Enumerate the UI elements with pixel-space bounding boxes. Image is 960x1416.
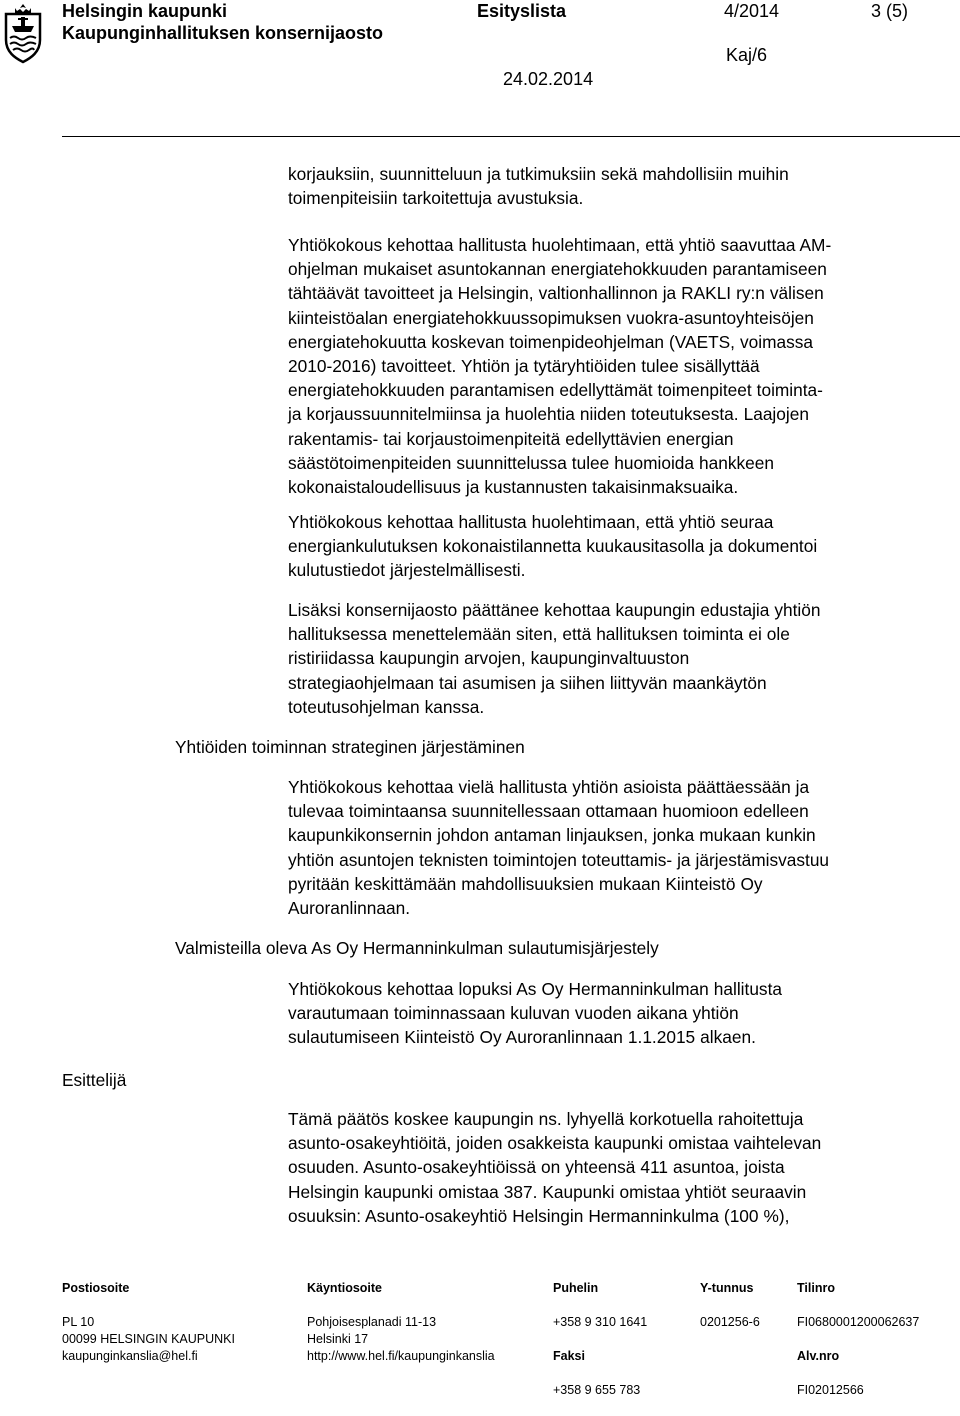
paragraph-subsidies: korjauksiin, suunnitteluun ja tutkimuksiin sekä mahdollisiin muihin toimenpiteisiin tarkoitettuja avustuksia. <box>288 164 789 209</box>
paragraph-merger: Yhtiökokous kehottaa lopuksi As Oy Hermanninkulman hallitusta varautumaan toiminnassaan kuluvan vuoden aikana yhtiön sulautumiseen Kiinteistö Oy Auroranlinnaan 1.1.2015 alkaen. <box>288 979 782 1048</box>
footer-vat-number: FI02012566 <box>797 1383 864 1397</box>
document-number: 4/2014 <box>724 1 780 21</box>
helsinki-coat-of-arms-logo <box>4 2 42 64</box>
footer-business-id <box>700 1263 760 1348</box>
footer-phone-number: +358 9 310 1641 <box>553 1315 648 1329</box>
footer-phone-heading: Puhelin <box>553 1281 599 1295</box>
footer-phone <box>553 1263 647 1416</box>
footer-business-id-value: 0201256-6 <box>700 1315 760 1329</box>
section-heading-merger: Valmisteilla oleva As Oy Hermanninkulman sulautumisjärjestely <box>175 938 659 958</box>
footer-visiting-heading: Käyntiosoite <box>307 1281 383 1295</box>
footer-account-heading: Tilinro <box>797 1281 835 1295</box>
footer-postal-text: PL 10 00099 HELSINGIN KAUPUNKI kaupunginkanslia@hel.fi <box>62 1315 235 1363</box>
paragraph-energy-efficiency: Yhtiökokous kehottaa hallitusta huolehtimaan, että yhtiö saavuttaa AM- ohjelman mukaiset asuntokannan energiatehokkuuden parantamiseen tähtäävät tavoitteet ja Helsingin, valtionhallinnon ja RAKLI ry:n välisen kiinteistöalan energiatehokkuussopimuksen vuokra-asuntoyhteisöjen energiatehokuutta koskevan toimenpideohjelman (VAETS, voimassa 2010-2016) tavoitteet. Yhtiön ja tytäryhtiöiden tulee sisällyttää energiatehokkuuden parantamisen edellyttämät toimenpiteet toiminta- ja korjaussuunnitelmiinsa ja huolehtia niiden toteutuksesta. Laajojen rakentamis- tai korjaustoimenpiteitä edellyttävien energian säästötoimenpiteiden suunnittelussa tulee huomioida hankkeen kokonaistaloudellisuus ja kustannusten takaisinmaksuaika. <box>288 235 832 498</box>
footer-fax-heading: Faksi <box>553 1349 585 1363</box>
side-label-presenter: Esittelijä <box>62 1070 127 1090</box>
paragraph-strategic-organization: Yhtiökokous kehottaa vielä hallitusta yhtiön asioista päättäessään ja tulevaa toimintaansa suunnitellessaan ottamaan huomioon edelleen kaupunkikonsernin johdon antaman linjauksen, jonka mukaan kunkin yhtiön asuntojen teknisten toimintojen toteuttamis- ja järjestämisvastuu pyritään keskittämään mahdollisuuksien mukaan Kiinteistö Oy Auroranlinnaan. <box>288 777 830 919</box>
document-date: 24.02.2014 <box>503 69 594 89</box>
paragraph-decision-scope: Tämä päätös koskee kaupungin ns. lyhyellä korkotuella rahoitettuja asunto-osakeyhtiöitä, joiden osakkeista kaupunki omistaa vaihtelevan osuuden. Asunto-osakeyhtiöissä on yhteensä 411 asuntoa, joista Helsingin kaupunki omistaa 387. Kaupunki omistaa yhtiöt seuraavin osuuksin: Asunto-osakeyhtiö Helsingin Hermanninkulma (100 %), <box>288 1109 822 1226</box>
footer-account <box>797 1263 919 1416</box>
footer-postal-address <box>62 1263 235 1382</box>
header-rule <box>62 136 960 137</box>
footer-visiting-text: Pohjoisesplanadi 11-13 Helsinki 17 http://www.hel.fi/kaupunginkanslia <box>307 1315 495 1363</box>
footer-fax-number: +358 9 655 783 <box>553 1383 641 1397</box>
agenda-item: Kaj/6 <box>726 45 768 65</box>
footer-postal-heading: Postiosoite <box>62 1281 130 1295</box>
footer-business-id-heading: Y-tunnus <box>700 1281 754 1295</box>
organ-name: Kaupunginhallituksen konsernijaosto <box>62 23 384 43</box>
paragraph-representatives: Lisäksi konsernijaosto päättänee kehottaa kaupungin edustajia yhtiön hallituksessa menettelemään siten, että hallituksen toiminta ei ole ristiriidassa kaupungin arvojen, kaupunginvaltuuston strategiaohjelmaan tai asumisen ja siihen liittyvän maankäytön toteutusohjelman kanssa. <box>288 600 821 717</box>
footer-visiting-address <box>307 1263 495 1382</box>
page-number: 3 (5) <box>871 1 909 21</box>
section-heading-strategic-organization: Yhtiöiden toiminnan strateginen järjestäminen <box>175 737 525 757</box>
footer-vat-heading: Alv.nro <box>797 1349 840 1363</box>
document-type: Esityslista <box>477 1 567 21</box>
paragraph-energy-monitoring: Yhtiökokous kehottaa hallitusta huolehtimaan, että yhtiö seuraa energiankulutuksen kokonaistilannetta kuukausitasolla ja dokumentoi kulutustiedot järjestelmällisesti. <box>288 512 818 581</box>
footer-account-number: FI0680001200062637 <box>797 1315 920 1329</box>
city-name: Helsingin kaupunki <box>62 1 228 21</box>
